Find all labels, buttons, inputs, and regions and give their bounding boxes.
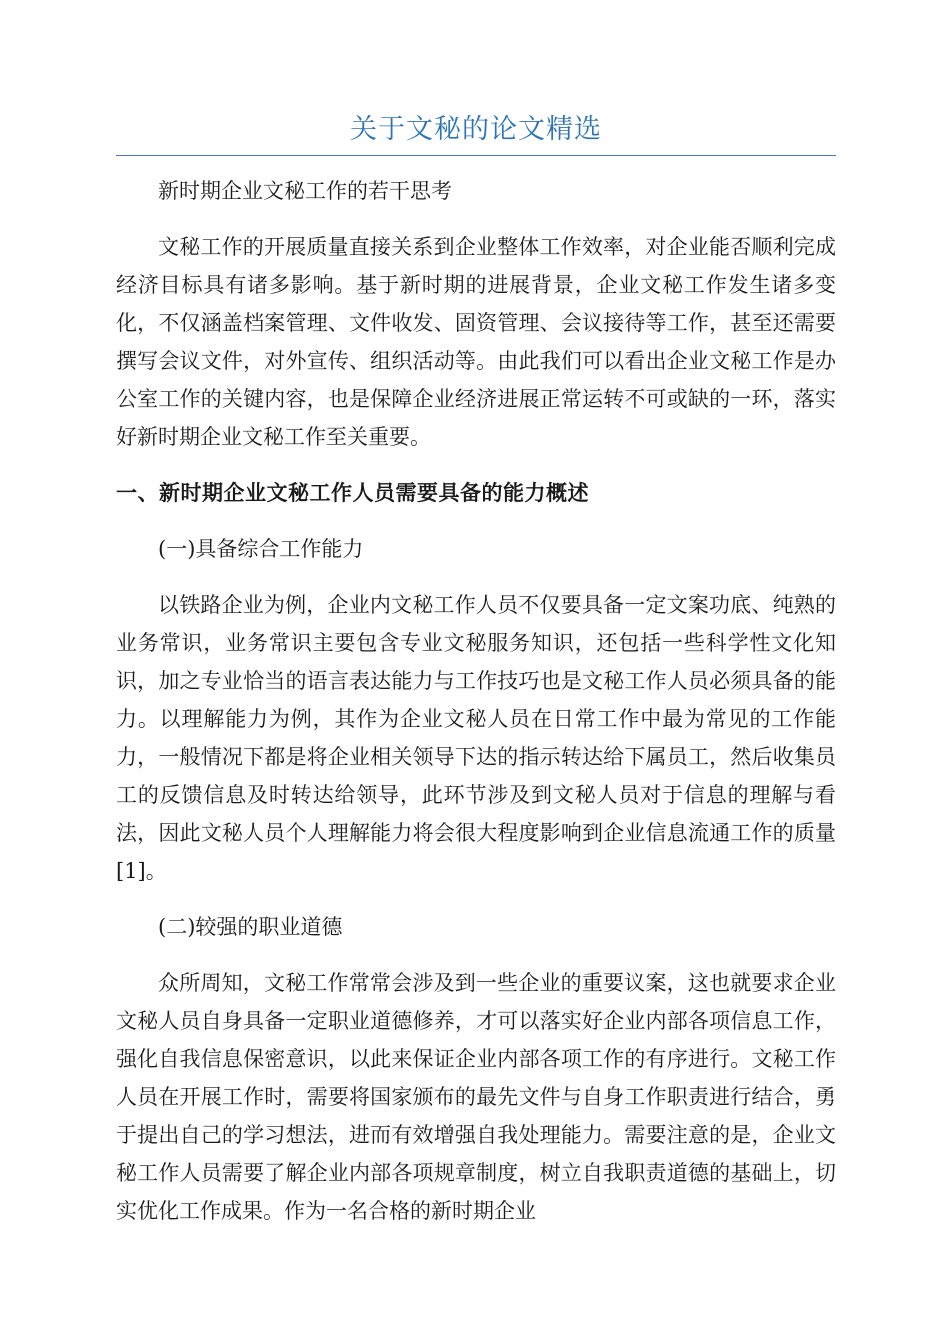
subsection-1-paragraph: 以铁路企业为例，企业内文秘工作人员不仅要具备一定文案功底、纯熟的业务常识，业务常识主要包含专业文秘服务知识，还包括一些科学性文化知识，加之专业恰当的语言表达能力与工作技巧也是文秘工作人员必须具备的能力。以理解能力为例，其作为企业文秘人员在日常工作中最为常见的工作能力，一般情况下都是将企业相关领导下达的指示转达给下属员工，然后收集员工的反馈信息及时转达给领导，此环节涉及到文秘人员对于信息的理解与看法，因此文秘人员个人理解能力将会很大程度影响到企业信息流通工作的质量[1]。 <box>116 593 836 883</box>
section-heading-1: 一、新时期企业文秘工作人员需要具备的能力概述 <box>116 480 589 505</box>
subsection-heading-2: (二)较强的职业道德 <box>158 915 343 939</box>
document-body <box>116 172 836 1230</box>
subsection-heading-1: (一)具备综合工作能力 <box>158 537 364 561</box>
title-underline <box>116 155 836 156</box>
intro-paragraph: 文秘工作的开展质量直接关系到企业整体工作效率，对企业能否顺利完成经济目标具有诸多影响。基于新时期的进展背景，企业文秘工作发生诸多变化，不仅涵盖档案管理、文件收发、固资管理、会议接待等工作，甚至还需要撰写会议文件，对外宣传、组织活动等。由此我们可以看出企业文秘工作是办公室工作的关键内容，也是保障企业经济进展正常运转不可或缺的一环，落实好新时期企业文秘工作至关重要。 <box>116 235 836 449</box>
subsection-2-paragraph: 众所周知，文秘工作常常会涉及到一些企业的重要议案，这也就要求企业文秘人员自身具备一定职业道德修养，才可以落实好企业内部各项信息工作，强化自我信息保密意识，以此来保证企业内部各项工作的有序进行。文秘工作人员在开展工作时，需要将国家颁布的最先文件与自身工作职责进行结合，勇于提出自己的学习想法，进而有效增强自我处理能力。需要注意的是，企业文秘工作人员需要了解企业内部各项规章制度，树立自我职责道德的基础上，切实优化工作成果。作为一名合格的新时期企业 <box>116 971 836 1223</box>
article-subtitle: 新时期企业文秘工作的若干思考 <box>158 179 452 203</box>
page-title: 关于文秘的论文精选 <box>350 114 602 145</box>
title-block <box>116 108 836 156</box>
